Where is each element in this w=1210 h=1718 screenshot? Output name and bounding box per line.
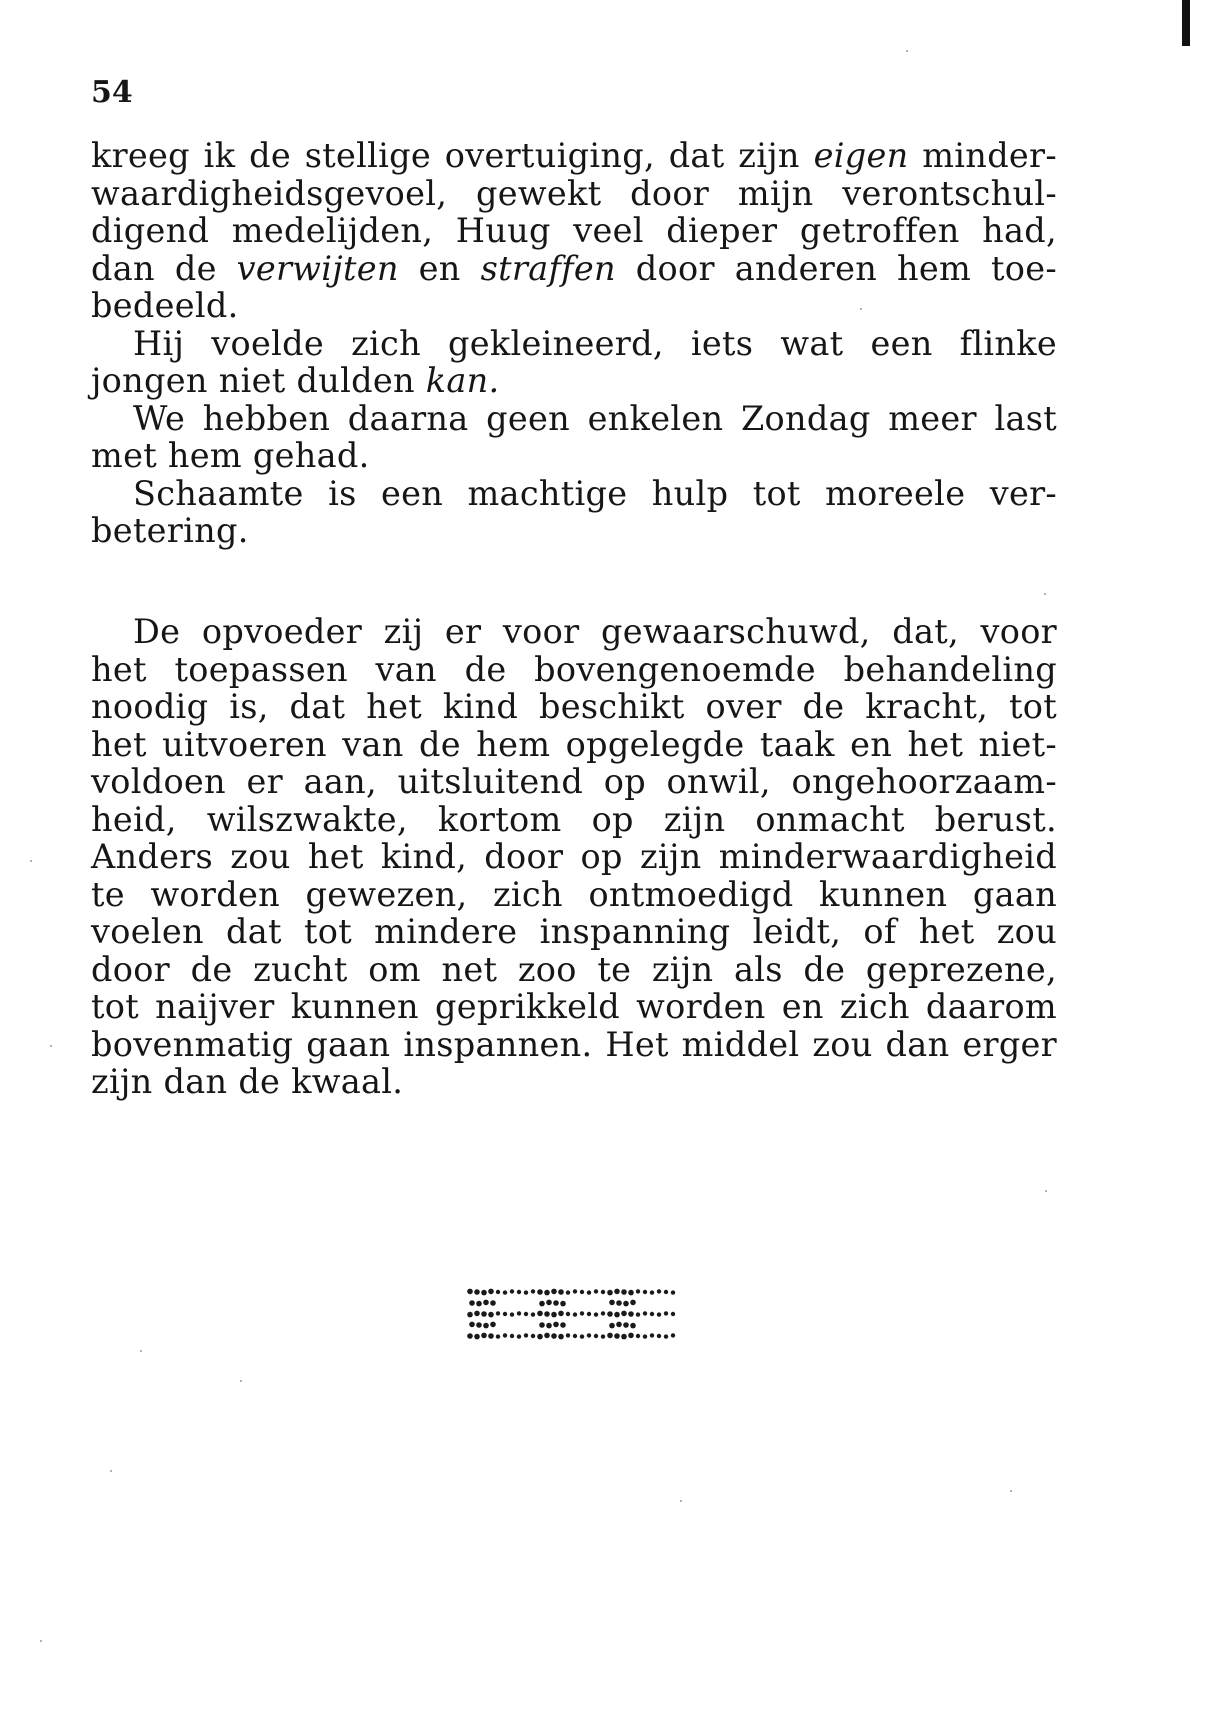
scan-speck	[30, 860, 32, 862]
vignette-dot	[496, 1311, 500, 1315]
vignette-dot	[650, 1290, 654, 1294]
vignette-dot	[510, 1312, 514, 1316]
vignette-dot	[537, 1289, 543, 1295]
vignette-dot	[594, 1334, 598, 1338]
vignette-dot	[488, 1333, 494, 1339]
vignette-dot	[551, 1333, 557, 1339]
vignette-dot	[616, 1322, 622, 1328]
vignette-dot	[630, 1323, 636, 1329]
vignette-dot	[474, 1289, 480, 1295]
vignette-dot	[539, 1322, 545, 1328]
vignette-dot	[587, 1312, 591, 1316]
vignette-dot	[628, 1290, 634, 1296]
vignette-dot	[553, 1322, 559, 1328]
vignette-dot	[510, 1334, 514, 1338]
vignette-dot	[467, 1312, 473, 1318]
scan-speck	[906, 50, 908, 52]
vignette-dot	[560, 1322, 566, 1328]
vignette-dot	[594, 1289, 598, 1293]
vignette-dot	[524, 1312, 528, 1316]
vignette-dot	[483, 1323, 489, 1329]
vignette-dot	[636, 1312, 640, 1316]
vignette-dot	[671, 1312, 675, 1316]
scan-speck	[680, 1500, 682, 1502]
vignette-dot	[566, 1290, 570, 1294]
scan-speck	[1044, 593, 1046, 595]
vignette-dot	[609, 1300, 615, 1306]
text-line: waardigheidsgevoel, gewekt door mijn verontschul-	[91, 173, 1057, 213]
vignette-dot	[664, 1290, 668, 1294]
scan-speck	[1010, 1490, 1012, 1492]
vignette-dot	[481, 1290, 487, 1296]
vignette-dot	[566, 1333, 570, 1337]
vignette-dot	[531, 1312, 535, 1316]
text-line: door de zucht om net zoo te zijn als de geprezene,	[91, 949, 1057, 989]
text-line: kreeg ik de stellige overtuiging, dat zijn eigen minder-	[91, 136, 1057, 175]
text-line: digend medelijden, Huug veel dieper getroffen had,	[91, 211, 1057, 250]
vignette-dot	[614, 1312, 620, 1318]
vignette-dot	[503, 1333, 507, 1337]
vignette-dot	[546, 1300, 552, 1306]
upper-text-block	[91, 137, 1057, 550]
vignette-dot	[671, 1333, 675, 1337]
text-line: Anders zou het kind, door op zijn minderwaardigheid	[91, 837, 1057, 876]
vignette-dot	[601, 1290, 605, 1294]
vignette-dot	[481, 1311, 487, 1317]
scan-speck	[860, 308, 862, 310]
text-line: te worden gewezen, zich ontmoedigd kunnen gaan	[91, 874, 1057, 914]
vignette-dot	[643, 1290, 647, 1294]
vignette-dot	[558, 1289, 564, 1295]
vignette-graphic	[464, 1284, 679, 1344]
vignette-dot	[488, 1289, 494, 1295]
vignette-dot	[587, 1290, 591, 1294]
vignette-dot	[587, 1333, 591, 1337]
vignette-dot	[476, 1322, 482, 1328]
text-line: betering.	[91, 511, 249, 550]
vignette-dot	[573, 1334, 577, 1338]
vignette-dot	[623, 1301, 629, 1307]
vignette-dot	[553, 1300, 559, 1306]
text-line: zijn dan de kwaal.	[91, 1062, 404, 1101]
vignette-dot	[607, 1333, 613, 1339]
scan-edge-mark	[1182, 0, 1190, 46]
vignette-dot	[558, 1311, 564, 1317]
vignette-dot	[517, 1290, 521, 1294]
vignette-dot	[643, 1334, 647, 1338]
vignette-dot	[580, 1290, 584, 1294]
vignette-dot	[650, 1333, 654, 1337]
scan-speck	[40, 1640, 42, 1642]
vignette-dot	[517, 1334, 521, 1338]
vignette-dot	[573, 1312, 577, 1316]
vignette-dot	[537, 1311, 543, 1317]
text-line: voelen dat tot mindere inspanning leidt, of het zou	[91, 912, 1057, 951]
vignette-dot	[503, 1290, 507, 1294]
vignette-dot	[643, 1311, 647, 1315]
vignette-dot	[601, 1334, 605, 1338]
vignette-dot	[566, 1312, 570, 1316]
vignette-dot	[496, 1334, 500, 1338]
scan-speck	[240, 1380, 242, 1382]
vignette-dot	[621, 1334, 627, 1340]
vignette-dot	[524, 1333, 528, 1337]
vignette-dot	[671, 1290, 675, 1294]
vignette-dot	[544, 1333, 550, 1339]
vignette-dot	[628, 1311, 634, 1317]
vignette-dot	[537, 1334, 543, 1340]
vignette-dot	[467, 1289, 473, 1295]
vignette-dot	[496, 1290, 500, 1294]
vignette-dot	[503, 1312, 507, 1316]
vignette-dot	[490, 1322, 496, 1328]
text-line: dan de verwijten en straffen door anderen hem toe-	[91, 248, 1057, 288]
emphasis-kan: kan.	[425, 361, 500, 400]
text-line: het toepassen van de bovengenoemde behandeling	[91, 649, 1057, 689]
text-line: heid, wilszwakte, kortom op zijn onmacht berust.	[91, 799, 1057, 839]
vignette-dot	[490, 1300, 496, 1306]
vignette-dot	[657, 1334, 661, 1338]
vignette-dot	[616, 1300, 622, 1306]
vignette-dot	[580, 1334, 584, 1338]
scan-speck	[140, 1350, 142, 1352]
vignette-dot	[664, 1311, 668, 1315]
vignette-dot	[510, 1289, 514, 1293]
vignette-dot	[476, 1301, 482, 1307]
vignette-dot	[614, 1333, 620, 1339]
vignette-dot	[636, 1289, 640, 1293]
vignette-dot	[614, 1289, 620, 1295]
text-line: Schaamte is een machtige hulp tot moreele ver-	[133, 473, 1057, 513]
text-line: bovenmatig gaan inspannen. Het middel zou dan erger	[91, 1024, 1057, 1064]
lower-text-block	[91, 613, 1057, 1101]
scan-speck	[50, 1045, 52, 1047]
text-line: Hij voelde zich gekleineerd, iets wat een flinke	[133, 323, 1057, 363]
decorative-vignette-icon	[464, 1284, 679, 1344]
text-line: jongen niet dulden kan.	[91, 361, 500, 400]
vignette-dot	[650, 1312, 654, 1316]
vignette-dot	[551, 1312, 557, 1318]
vignette-dot	[621, 1311, 627, 1317]
scan-speck	[1045, 1190, 1047, 1192]
vignette-dot	[474, 1311, 480, 1317]
vignette-dot	[594, 1312, 598, 1316]
vignette-dot	[531, 1289, 535, 1293]
vignette-dot	[517, 1311, 521, 1315]
vignette-dot	[524, 1290, 528, 1294]
text-line: noodig is, dat het kind beschikt over de kracht, tot	[91, 687, 1057, 726]
vignette-dot	[657, 1312, 661, 1316]
vignette-dot	[544, 1311, 550, 1317]
page-number: 54	[91, 75, 133, 110]
vignette-dot	[657, 1289, 661, 1293]
vignette-dot	[560, 1301, 566, 1307]
vignette-dot	[607, 1290, 613, 1296]
scan-speck	[110, 1470, 112, 1472]
vignette-dot	[636, 1334, 640, 1338]
vignette-dot	[474, 1334, 480, 1340]
vignette-dot	[664, 1334, 668, 1338]
vignette-dot	[544, 1290, 550, 1296]
emphasis-straffen: straffen	[480, 248, 616, 288]
vignette-dot	[467, 1333, 473, 1339]
vignette-dot	[580, 1311, 584, 1315]
vignette-dot	[623, 1322, 629, 1328]
vignette-dot	[481, 1333, 487, 1339]
vignette-dot	[573, 1289, 577, 1293]
emphasis-verwijten: verwijten	[236, 248, 399, 288]
text-line: De opvoeder zij er voor gewaarschuwd, dat, voor	[133, 612, 1057, 651]
vignette-dot	[607, 1311, 613, 1317]
text-line: met hem gehad.	[91, 436, 370, 475]
vignette-dot	[601, 1311, 605, 1315]
text-line: bedeeld.	[91, 286, 239, 325]
vignette-dot	[469, 1300, 475, 1306]
vignette-dot	[483, 1300, 489, 1306]
text-line: voldoen er aan, uitsluitend op onwil, ongehoorzaam-	[91, 762, 1057, 801]
emphasis-eigen: eigen	[813, 136, 909, 175]
vignette-dot	[539, 1301, 545, 1307]
vignette-dot	[628, 1333, 634, 1339]
vignette-dot	[551, 1289, 557, 1295]
vignette-dot	[546, 1323, 552, 1329]
text-line: tot naijver kunnen geprikkeld worden en zich daarom	[91, 987, 1057, 1026]
vignette-dot	[609, 1323, 615, 1329]
vignette-dot	[531, 1334, 535, 1338]
vignette-dot	[469, 1322, 475, 1328]
text-line: We hebben daarna geen enkelen Zondag meer last	[133, 398, 1057, 438]
vignette-dot	[630, 1300, 636, 1306]
vignette-dot	[621, 1289, 627, 1295]
text-line: het uitvoeren van de hem opgelegde taak en het niet-	[91, 724, 1057, 764]
vignette-dot	[558, 1334, 564, 1340]
vignette-dot	[488, 1312, 494, 1318]
